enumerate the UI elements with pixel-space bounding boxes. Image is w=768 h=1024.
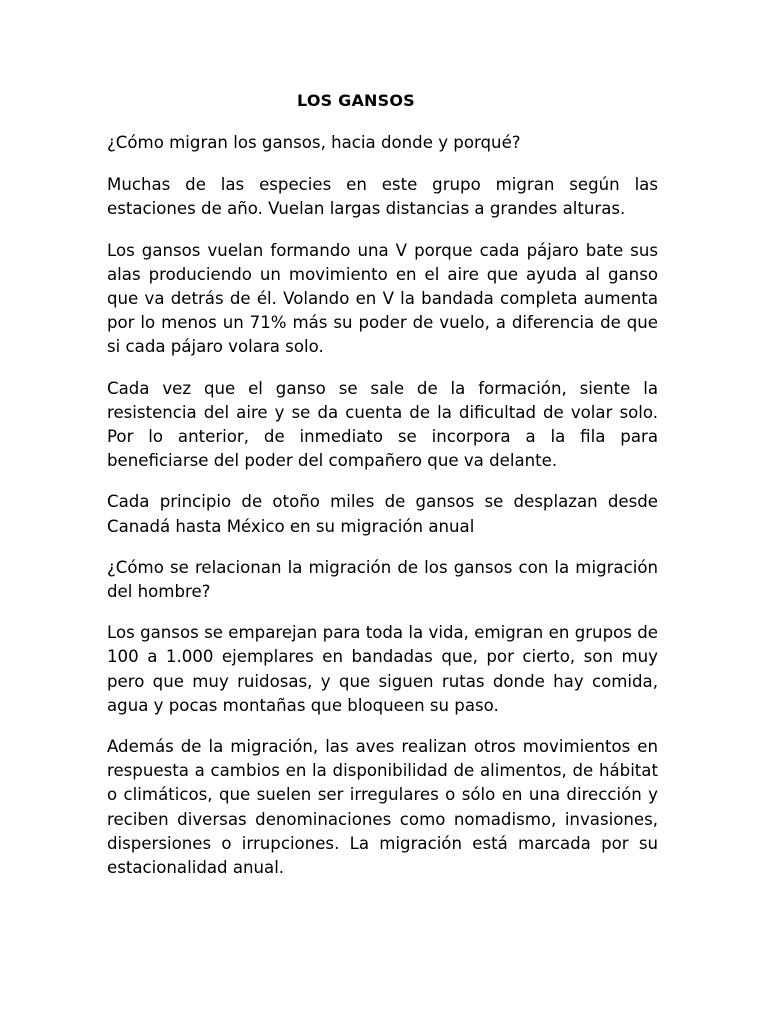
paragraph-seasons: Muchas de las especies en este grupo migran según las estaciones de año. Vuelan largas distancias a grandes alturas. bbox=[107, 175, 658, 219]
paragraph-pairing: Los gansos se emparejan para toda la vida, emigran en grupos de 100 a 1.000 ejemplares en bandadas que, por cierto, son muy pero que muy ruidosas, y que siguen rutas donde hay comida, agua y pocas montañas que bloqueen su paso. bbox=[107, 623, 658, 715]
paragraph-formation-exit: Cada vez que el ganso se sale de la formación, siente la resistencia del aire y se da cuenta de la dificultad de volar solo. Por lo anterior, de inmediato se incorpora a la fila para beneficiarse del poder del compañero que va delante. bbox=[107, 378, 658, 471]
paragraph-other-movements: Además de la migración, las aves realizan otros movimientos en respuesta a cambios en la disponibilidad de alimentos, de hábitat o climáticos, que suelen ser irregulares o sólo en una dirección y reciben diversas denominaciones como nomadismo, invasiones, dispersiones o irrupciones. La migración está marcada por su estacionalidad anual. bbox=[107, 737, 658, 878]
paragraph-question-1: ¿Cómo migran los gansos, hacia donde y porqué? bbox=[107, 133, 521, 152]
paragraph-v-formation: Los gansos vuelan formando una V porque cada pájaro bate sus alas produciendo un movimiento en el aire que ayuda al ganso que va detrás de él. Volando en V la bandada completa aumenta por lo menos un 71% más su poder de vuelo, a diferencia de que si cada pájaro volara solo. bbox=[107, 240, 658, 357]
paragraph-annual-migration: Cada principio de otoño miles de gansos se desplazan desde Canadá hasta México en su migración anual bbox=[107, 492, 658, 536]
document-title: LOS GANSOS bbox=[297, 91, 415, 110]
paragraph-question-2: ¿Cómo se relacionan la migración de los gansos con la migración del hombre? bbox=[107, 557, 658, 602]
document-body bbox=[107, 131, 658, 880]
